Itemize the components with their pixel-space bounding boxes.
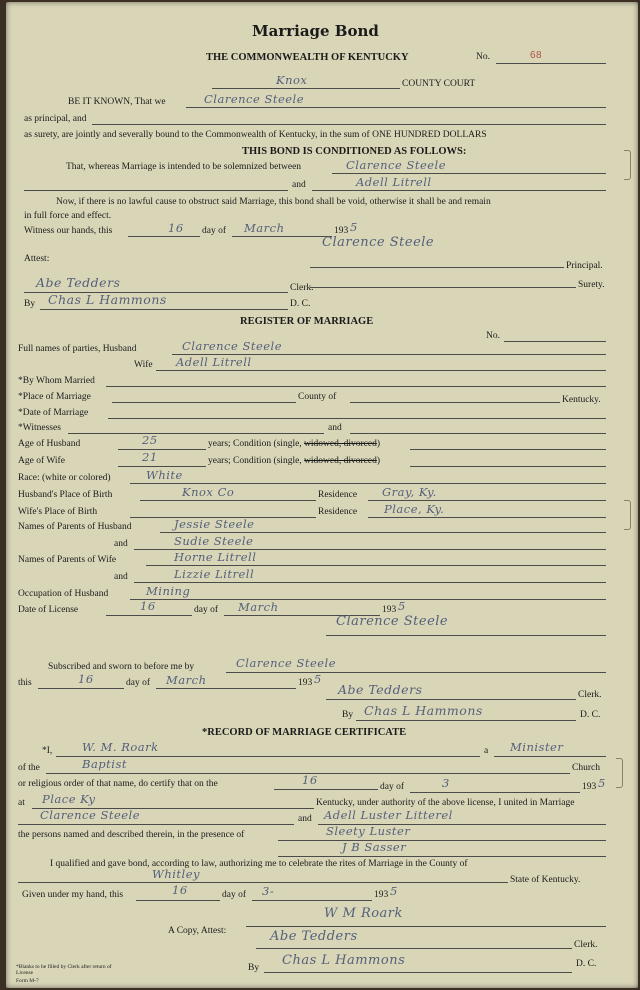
condition-husband-label: years; Condition (single, widowed, divorced) [208, 439, 381, 449]
now-if-text: Now, if there is no lawful cause to obstruct said Marriage, this bond shall be void, otherwise it shall be and remain [56, 197, 491, 207]
party1-value: Clarence Steele [346, 158, 447, 172]
county-value: Knox [276, 73, 308, 87]
subscribed-label: Subscribed and sworn to before me by [48, 662, 195, 672]
party-blank-line [24, 190, 288, 191]
county-of-label: County of [298, 392, 337, 402]
number-value: 68 [530, 50, 543, 61]
as-principal-text: as principal, and [24, 114, 87, 124]
wife-residence-value: Place, Ky. [384, 502, 445, 516]
subscribed-value: Clarence Steele [236, 656, 337, 670]
sub-dc-label: D. C. [580, 710, 601, 720]
full-force-text: in full force and effect. [24, 211, 112, 221]
license-day-line [106, 615, 192, 616]
day-of-text: day of [202, 226, 227, 236]
attest-dc-label: D. C. [576, 959, 597, 969]
county-court-label: COUNTY COURT [402, 79, 476, 89]
age-wife-line [118, 466, 206, 467]
presence-line2 [278, 856, 606, 857]
subscribed-line [226, 672, 606, 673]
footnote-text: *Blanks to be filled by Clerk after return of License [16, 964, 112, 976]
parents-husband-value2: Sudie Steele [174, 534, 254, 548]
sub-dc-line [356, 720, 576, 721]
certificate-heading: *RECORD OF MARRIAGE CERTIFICATE [202, 727, 407, 738]
witnesses-label: *Witnesses [18, 423, 61, 433]
given-day-line [136, 900, 220, 901]
race-label: Race: (white or colored) [18, 473, 111, 483]
wife-residence-line [368, 517, 606, 518]
cert-year-prefix: 193 [582, 782, 597, 792]
wife-residence-label: Residence [318, 507, 358, 517]
age-wife-label: Age of Wife [18, 456, 65, 466]
given-day-of: day of [222, 890, 247, 900]
wife-name-line [156, 370, 606, 371]
persons-named-text: the persons named and described therein, in the presence of [18, 830, 245, 840]
county-line [212, 88, 400, 89]
parents-husband-and: and [114, 539, 128, 549]
at-value: Place Ky [42, 792, 96, 806]
sub-month-line [156, 688, 296, 689]
parents-wife-line2 [134, 582, 606, 583]
parents-husband-label: Names of Parents of Husband [18, 522, 132, 532]
witness-year-value: 5 [350, 220, 358, 234]
number-label: No. [476, 52, 490, 62]
given-label: Given under my hand, this [22, 890, 124, 900]
place-label: *Place of Marriage [18, 392, 91, 402]
sub-year-value: 5 [314, 672, 322, 686]
register-heading: REGISTER OF MARRIAGE [240, 316, 374, 327]
cert-person2-value: Adell Luster Litterel [324, 808, 453, 822]
condition-wife-label: years; Condition (single, widowed, divorced) [208, 456, 381, 466]
at-label: at [18, 798, 25, 808]
cert-month-line [410, 792, 580, 793]
license-month-value: March [238, 600, 279, 614]
witness-day-value: 16 [168, 221, 184, 235]
witness-year-prefix: 193 [334, 226, 349, 236]
witness-label: Witness our hands, this [24, 226, 113, 236]
husband-residence-line [368, 500, 606, 501]
husband-birth-line [140, 500, 316, 501]
number-line [496, 63, 606, 64]
license-year-value: 5 [398, 599, 406, 613]
attest-clerk-line [256, 948, 572, 949]
license-day-value: 16 [140, 599, 156, 613]
minister-value: Minister [510, 740, 564, 754]
place-line [112, 402, 296, 403]
principal-name-value: Clarence Steele [204, 92, 305, 106]
sub-by-label: By [342, 710, 354, 720]
race-value: White [146, 468, 183, 482]
principal-label: Principal. [566, 261, 603, 271]
sub-day-value: 16 [78, 672, 94, 686]
attest-clerk-signature: Abe Tedders [270, 929, 358, 944]
clerk-label: Clerk. [290, 283, 314, 293]
sub-clerk-label: Clerk. [578, 690, 602, 700]
parents-wife-value2: Lizzie Litrell [174, 567, 255, 581]
be-it-known-text: BE IT KNOWN, That we [68, 97, 166, 107]
principal-name-line [186, 107, 606, 108]
given-year-prefix: 193 [374, 890, 389, 900]
cert-and-label: and [298, 814, 312, 824]
parents-wife-value1: Horne Litrell [174, 550, 257, 564]
by-whom-label: *By Whom Married [18, 376, 95, 386]
occupation-label: Occupation of Husband [18, 589, 109, 599]
witness-month-line [232, 236, 332, 237]
attest-clerk-label: Clerk. [574, 940, 598, 950]
by-label: By [24, 299, 36, 309]
register-no-line [504, 341, 606, 342]
cert-day-line [274, 789, 378, 790]
condition-wife-line [410, 466, 606, 467]
officiant-signature-line [246, 926, 606, 927]
principal-signature: Clarence Steele [322, 235, 435, 250]
principal-signature-line [310, 267, 564, 268]
dc-line [40, 309, 288, 310]
binder-clip [616, 758, 623, 788]
witness1-line [68, 433, 324, 434]
full-names-label: Full names of parties, Husband [18, 344, 137, 354]
church-label: Church [572, 763, 600, 773]
sub-clerk-signature: Abe Tedders [338, 682, 423, 697]
wife-name-value: Adell Litrell [176, 355, 252, 369]
party1-line [332, 173, 606, 174]
by-whom-line [106, 386, 606, 387]
presence-witness2: J B Sasser [342, 840, 407, 854]
sub-clerk-line [326, 699, 576, 700]
cert-person1-value: Clarence Steele [40, 808, 141, 822]
minister-line [494, 756, 606, 757]
commonwealth-heading: THE COMMONWEALTH OF KENTUCKY [206, 52, 409, 63]
attest-dc-line [264, 972, 572, 973]
party2-line [312, 190, 606, 191]
copy-attest-label: A Copy, Attest: [168, 926, 227, 936]
binder-clip [624, 500, 631, 530]
given-day-value: 16 [172, 883, 188, 897]
occupation-line [130, 599, 606, 600]
wife-birth-label: Wife's Place of Birth [18, 507, 98, 517]
husband-birth-value: Knox Co [182, 485, 235, 499]
parents-husband-value1: Jessie Steele [174, 517, 255, 531]
parents-wife-label: Names of Parents of Wife [18, 555, 117, 565]
age-husband-value: 25 [142, 433, 158, 447]
and-text: and [292, 180, 306, 190]
register-county-line [350, 402, 560, 403]
binder-clip [624, 150, 631, 180]
surety-signature-line [310, 287, 576, 288]
kentucky-under-text: Kentucky, under authority of the above license, I united in Marriage [316, 798, 575, 808]
husband-birth-label: Husband's Place of Birth [18, 490, 113, 500]
cert-county-value: Whitley [152, 867, 201, 881]
register-kentucky-label: Kentucky. [562, 395, 601, 405]
state-ky-label: State of Kentucky. [510, 875, 581, 885]
attest-by-label: By [248, 963, 260, 973]
of-the-label: of the [18, 763, 40, 773]
document-title: Marriage Bond [252, 22, 379, 40]
cert-month-value: 3 [442, 776, 450, 790]
cert-year-value: 5 [598, 776, 606, 790]
cert-i-label: *I, [42, 746, 53, 756]
date-of-marriage-line [108, 418, 606, 419]
sub-year-prefix: 193 [298, 678, 313, 688]
surety-name-line [92, 124, 606, 125]
officiant-value: W. M. Roark [82, 740, 159, 754]
presence-line1 [278, 840, 606, 841]
given-month-line [252, 900, 372, 901]
date-of-marriage-label: *Date of Marriage [18, 408, 89, 418]
sub-day-line [38, 688, 124, 689]
religious-order-text: or religious order of that name, do certify that on the [18, 779, 218, 789]
sub-day-of: day of [126, 678, 151, 688]
form-number: Form M-7 [16, 978, 39, 984]
dc-signature: Chas L Hammons [48, 292, 167, 307]
register-no-label: No. [486, 331, 500, 341]
witness-month-value: March [244, 221, 285, 235]
witnesses-and-label: and [328, 423, 342, 433]
attest-label: Attest: [24, 254, 50, 264]
cert-day-value: 16 [302, 773, 318, 787]
license-day-of: day of [194, 605, 219, 615]
register-signature-line [326, 635, 606, 636]
cert-person1-line [18, 824, 294, 825]
sub-month-value: March [166, 673, 207, 687]
husband-name-value: Clarence Steele [182, 339, 283, 353]
as-surety-text: as surety, are jointly and severally bound to the Commonwealth of Kentucky, in the sum of ONE HUNDRED DOLLARS [24, 130, 487, 140]
husband-residence-label: Residence [318, 490, 358, 500]
parents-husband-line1 [160, 532, 606, 533]
whereas-text: That, whereas Marriage is intended to be solemnized between [66, 162, 302, 172]
parents-wife-line1 [146, 565, 606, 566]
given-month-value: 3- [262, 884, 275, 898]
age-husband-line [118, 449, 206, 450]
age-wife-value: 21 [142, 450, 158, 464]
officiant-signature: W M Roark [324, 906, 403, 921]
wife-label: Wife [134, 360, 153, 370]
husband-residence-value: Gray, Ky. [382, 485, 437, 499]
witness2-line [350, 433, 606, 434]
cert-a-label: a [484, 746, 489, 756]
marriage-bond-document [6, 2, 638, 988]
register-signature: Clarence Steele [336, 614, 449, 629]
cert-day-of: day of [380, 782, 405, 792]
presence-witness1: Sleety Luster [326, 824, 411, 838]
qualified-text: I qualified and gave bond, according to law, authorizing me to celebrate the rites of Marriage in the County of [50, 859, 468, 869]
dc-label: D. C. [290, 299, 311, 309]
date-license-label: Date of License [18, 605, 79, 615]
parents-wife-and: and [114, 572, 128, 582]
surety-label: Surety. [578, 280, 605, 290]
cert-county-line [18, 882, 508, 883]
age-husband-label: Age of Husband [18, 439, 81, 449]
subscribed-this: this [18, 678, 32, 688]
race-line [130, 483, 606, 484]
conditioned-heading: THIS BOND IS CONDITIONED AS FOLLOWS: [242, 146, 467, 157]
license-year-prefix: 193 [382, 605, 397, 615]
attest-dc-signature: Chas L Hammons [282, 953, 406, 968]
occupation-value: Mining [146, 584, 191, 598]
sub-dc-signature: Chas L Hammons [364, 703, 483, 718]
church-value: Baptist [82, 757, 127, 771]
witness-day-line [128, 236, 200, 237]
clerk-signature: Abe Tedders [36, 275, 121, 290]
party2-value: Adell Litrell [356, 175, 432, 189]
condition-husband-line [410, 449, 606, 450]
given-year-value: 5 [390, 884, 398, 898]
